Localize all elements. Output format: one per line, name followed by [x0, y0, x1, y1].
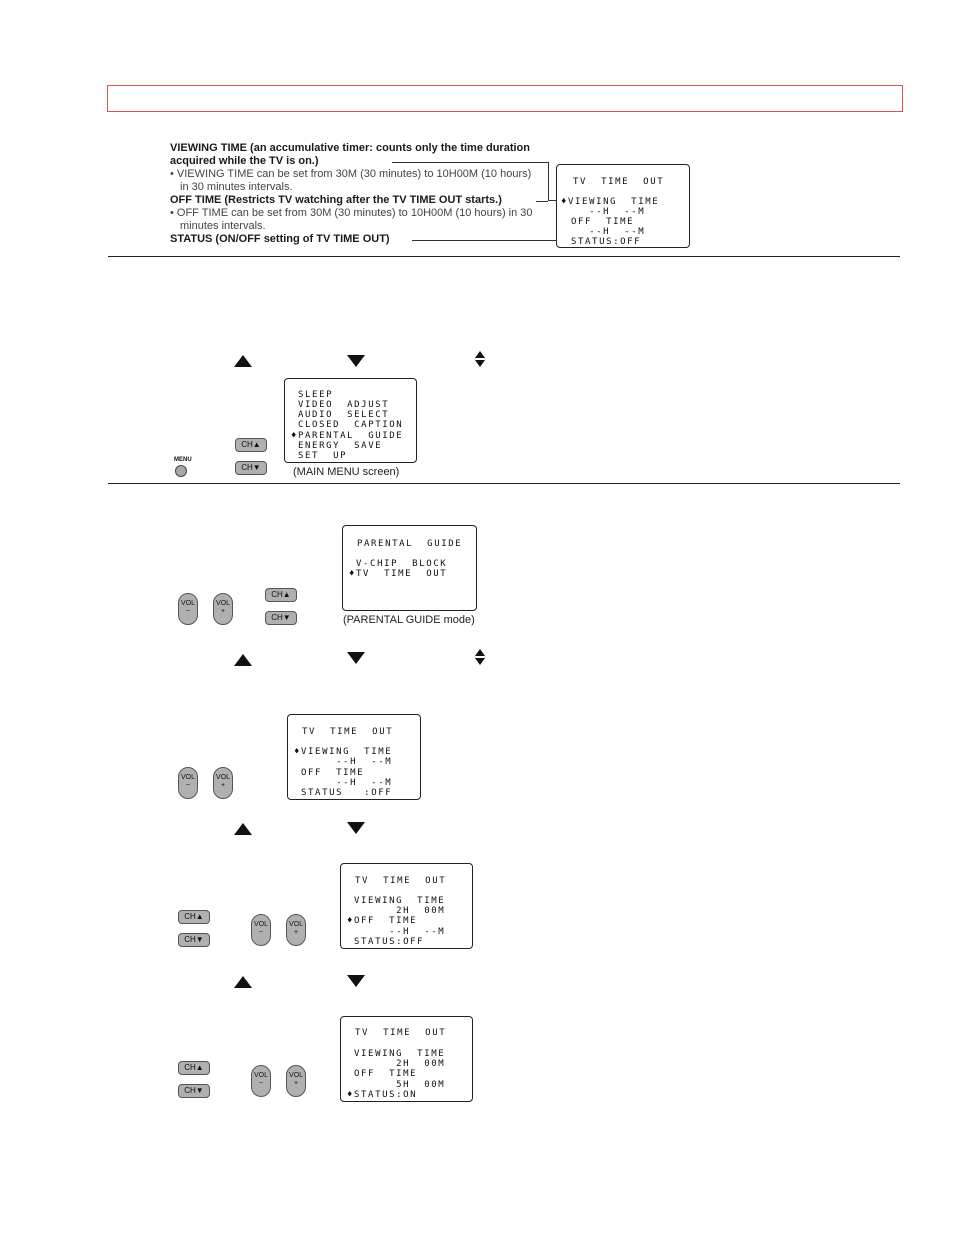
osd-line: STATUS :OFF: [294, 788, 393, 798]
vol-plus-button[interactable]: VOL +: [286, 914, 306, 946]
vol-minus-button[interactable]: VOL −: [178, 593, 198, 625]
vol-plus-button[interactable]: VOL +: [213, 593, 233, 625]
vol-plus-button[interactable]: VOL +: [213, 767, 233, 799]
up-down-arrow-icon: [474, 351, 486, 369]
osd-title: PARENTAL GUIDE: [357, 539, 463, 549]
ch-down-button[interactable]: CH▼: [178, 933, 210, 947]
off-time-bullet: • OFF TIME can be set from 30M (30 minutes) to 10H00M (10 hours) in 30 minutes intervals.: [170, 207, 533, 232]
osd-line: OFF TIME: [294, 768, 365, 778]
osd-line: ♦PARENTAL GUIDE: [291, 431, 404, 441]
down-arrow-icon: [347, 975, 365, 987]
osd-line: VIEWING TIME: [347, 896, 446, 906]
osd-line: 2H 00M: [347, 906, 446, 916]
osd-line: ♦VIEWING TIME: [294, 747, 393, 757]
osd-line: SLEEP: [291, 390, 334, 400]
ch-up-button[interactable]: CH▲: [178, 910, 210, 924]
osd-line: OFF TIME: [347, 1069, 418, 1079]
osd-line: --H --M: [294, 757, 393, 767]
ch-up-button[interactable]: CH▲: [178, 1061, 210, 1075]
leader-line: [548, 162, 549, 200]
parental-guide-caption: (PARENTAL GUIDE mode): [343, 614, 475, 626]
osd-line: STATUS:OFF: [347, 937, 425, 947]
menu-button[interactable]: [175, 465, 187, 477]
up-arrow-icon: [234, 976, 252, 988]
menu-button-label: MENU: [174, 457, 192, 463]
osd-main-menu: [284, 378, 417, 463]
ch-up-button[interactable]: CH▲: [235, 438, 267, 452]
osd-line: ♦OFF TIME: [347, 916, 418, 926]
up-down-arrow-icon: [474, 649, 486, 667]
osd-line: SET UP: [291, 451, 348, 461]
up-arrow-icon: [234, 823, 252, 835]
osd-line: CLOSED CAPTION: [291, 420, 404, 430]
vol-minus-button[interactable]: VOL −: [178, 767, 198, 799]
main-menu-caption: (MAIN MENU screen): [293, 466, 400, 478]
down-arrow-icon: [347, 355, 365, 367]
osd-line: --H --M: [294, 778, 393, 788]
leader-line: [548, 200, 556, 201]
osd-tv-time-out-step4: [340, 863, 473, 949]
osd-line: 5H 00M: [347, 1080, 446, 1090]
leader-line: [412, 240, 556, 241]
up-arrow-icon: [234, 355, 252, 367]
timer-description: [170, 142, 542, 246]
osd-title: TV TIME OUT: [355, 876, 447, 886]
osd-line: --H --M: [561, 227, 646, 237]
osd-line: ♦STATUS:ON: [347, 1090, 418, 1100]
vol-minus-button[interactable]: VOL −: [251, 914, 271, 946]
osd-line: VIDEO ADJUST: [291, 400, 390, 410]
ch-down-button[interactable]: CH▼: [265, 611, 297, 625]
viewing-time-heading: VIEWING TIME (an accumulative timer: counts only the time duration acquired while the TV is on.): [170, 142, 530, 167]
osd-title: TV TIME OUT: [355, 1028, 447, 1038]
section-divider: [108, 483, 900, 484]
osd-tv-time-out-intro: [556, 164, 690, 248]
osd-line: AUDIO SELECT: [291, 410, 390, 420]
vol-plus-button[interactable]: VOL +: [286, 1065, 306, 1097]
osd-line: V-CHIP BLOCK: [349, 559, 448, 569]
osd-title: TV TIME OUT: [573, 177, 665, 187]
osd-line: 2H 00M: [347, 1059, 446, 1069]
osd-tv-time-out-step3: [287, 714, 421, 800]
osd-line: ♦VIEWING TIME: [561, 197, 660, 207]
down-arrow-icon: [347, 652, 365, 664]
osd-tv-time-out-step5: [340, 1016, 473, 1102]
osd-parental-guide: [342, 525, 477, 611]
vol-minus-button[interactable]: VOL −: [251, 1065, 271, 1097]
section-divider: [108, 256, 900, 257]
down-arrow-icon: [347, 822, 365, 834]
osd-line: OFF TIME: [571, 217, 635, 227]
status-heading: STATUS (ON/OFF setting of TV TIME OUT): [170, 233, 390, 245]
ch-down-button[interactable]: CH▼: [178, 1084, 210, 1098]
osd-line: VIEWING TIME: [347, 1049, 446, 1059]
ch-down-button[interactable]: CH▼: [235, 461, 267, 475]
ch-up-button[interactable]: CH▲: [265, 588, 297, 602]
osd-line: --H --M: [561, 207, 646, 217]
leader-line: [392, 162, 548, 163]
osd-line: ♦TV TIME OUT: [349, 569, 448, 579]
osd-line: --H --M: [347, 927, 446, 937]
leader-line: [536, 201, 548, 202]
viewing-time-bullet: • VIEWING TIME can be set from 30M (30 minutes) to 10H00M (10 hours) in 30 minutes intervals.: [170, 168, 532, 193]
osd-line: ENERGY SAVE: [291, 441, 383, 451]
osd-title: TV TIME OUT: [302, 727, 394, 737]
header-box: [107, 85, 903, 112]
osd-line: STATUS:OFF: [571, 237, 642, 247]
off-time-heading: OFF TIME (Restricts TV watching after the TV TIME OUT starts.): [170, 194, 502, 206]
up-arrow-icon: [234, 654, 252, 666]
